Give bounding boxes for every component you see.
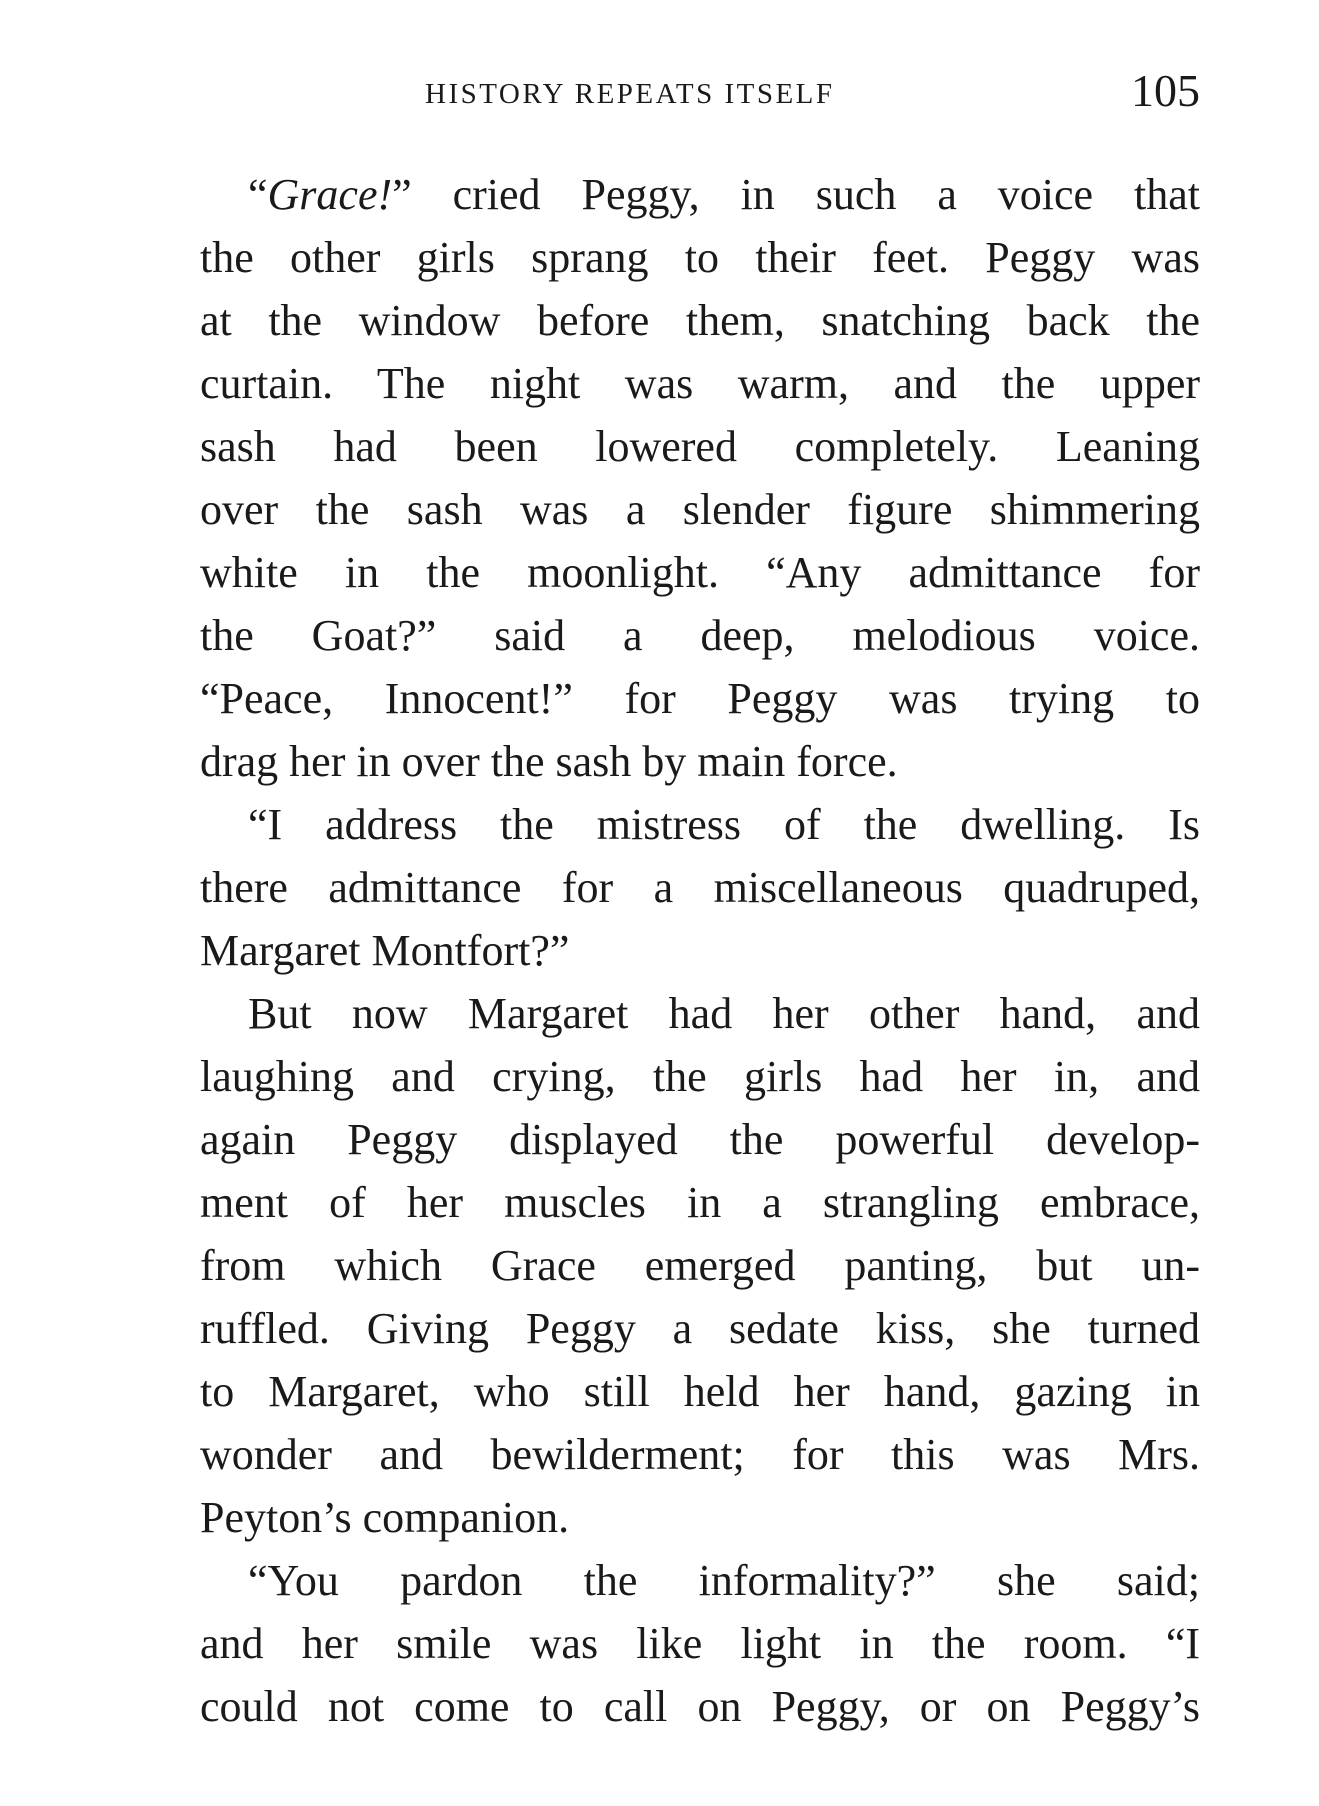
text-line: and her smile was like light in the room. “I bbox=[200, 1619, 1200, 1668]
text-line: “You pardon the informality?” she said; bbox=[248, 1556, 1200, 1605]
running-title: HISTORY REPEATS ITSELF bbox=[425, 78, 835, 110]
text-line: from which Grace emerged panting, but un- bbox=[200, 1241, 1200, 1290]
text-line: at the window before them, snatching back the bbox=[200, 296, 1200, 345]
text-line: wonder and bewilderment; for this was Mrs. bbox=[200, 1430, 1200, 1479]
text-line: again Peggy displayed the powerful develop- bbox=[200, 1115, 1200, 1164]
text-line: Peyton’s companion. bbox=[200, 1493, 570, 1542]
text-line: “I address the mistress of the dwelling. Is bbox=[248, 800, 1200, 849]
text-line: curtain. The night was warm, and the upper bbox=[200, 359, 1200, 408]
text-line: the other girls sprang to their feet. Peggy was bbox=[200, 233, 1200, 282]
text-line bbox=[200, 163, 1200, 226]
text-line: there admittance for a miscellaneous quadruped, bbox=[200, 863, 1200, 912]
text-line: But now Margaret had her other hand, and bbox=[248, 989, 1200, 1038]
emphasized-word: Grace! bbox=[267, 170, 393, 219]
text-line: ment of her muscles in a strangling embrace, bbox=[200, 1178, 1200, 1227]
text-line: over the sash was a slender figure shimmering bbox=[200, 485, 1200, 534]
text-line: the Goat?” said a deep, melodious voice. bbox=[200, 611, 1200, 660]
text-line: laughing and crying, the girls had her in, and bbox=[200, 1052, 1200, 1101]
text-line: Margaret Montfort?” bbox=[200, 926, 570, 975]
text-line: sash had been lowered completely. Leaning bbox=[200, 422, 1200, 471]
text-line: to Margaret, who still held her hand, gazing in bbox=[200, 1367, 1200, 1416]
text-line: ruffled. Giving Peggy a sedate kiss, she turned bbox=[200, 1304, 1200, 1353]
page-number: 105 bbox=[1131, 65, 1200, 116]
text-line: drag her in over the sash by main force. bbox=[200, 737, 898, 786]
text-line: “Peace, Innocent!” for Peggy was trying to bbox=[200, 674, 1200, 723]
running-head bbox=[200, 62, 1200, 122]
text-line: white in the moonlight. “Any admittance for bbox=[200, 548, 1200, 597]
line-text: ” cried Peggy, in such a voice that bbox=[392, 170, 1200, 219]
quote-open: “ bbox=[248, 170, 268, 219]
body-text bbox=[200, 163, 1200, 1738]
text-line: could not come to call on Peggy, or on Peggy’s bbox=[200, 1682, 1200, 1731]
